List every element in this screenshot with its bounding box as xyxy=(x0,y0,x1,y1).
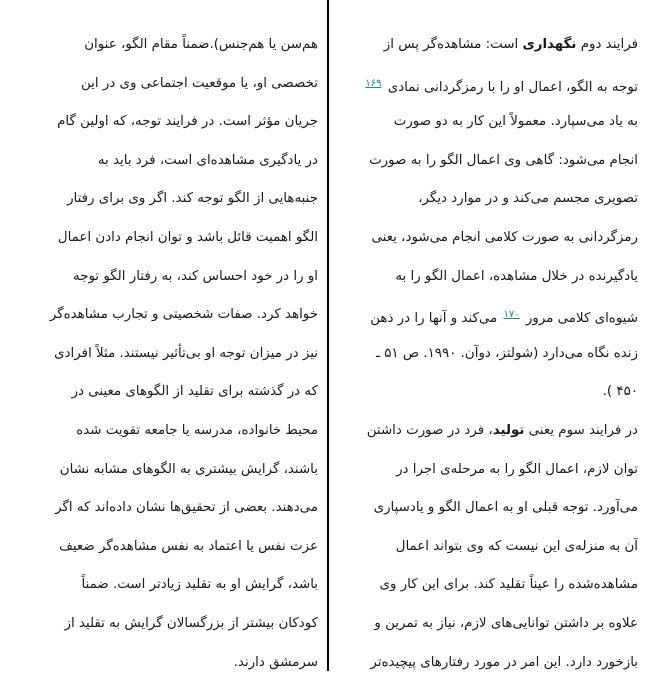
text-line xyxy=(338,644,638,682)
text-run: ، فرد در صورت داشتن xyxy=(367,423,493,438)
text-run: جنبه‌هایی از الگو توجه کند. اگر وی برای رفتار xyxy=(67,191,318,206)
text-line xyxy=(12,65,318,104)
text-line xyxy=(12,180,318,219)
bold-term: تولید xyxy=(493,423,525,438)
text-line xyxy=(338,258,638,297)
text-line xyxy=(12,644,318,682)
text-run: هم‌سن یا هم‌جنس).ضمناً مقام الگو، عنوان xyxy=(84,37,318,52)
text-line xyxy=(338,528,638,567)
text-run: می‌آورد. توجه قبلی او به اعمال الگو و یادسپاری xyxy=(374,500,638,515)
text-line xyxy=(12,258,318,297)
text-run: باشند، گرایش بیشتری به الگوهای مشابه نشان xyxy=(60,462,318,477)
text-line xyxy=(12,26,318,65)
text-line xyxy=(12,296,318,335)
text-run: باشد، گرایش او به تقلید زیادتر است. ضمناً xyxy=(82,577,318,592)
text-run: می‌کند و آنها را در ذهن xyxy=(370,311,501,326)
text-line xyxy=(338,335,638,374)
text-line xyxy=(12,219,318,258)
text-run: تخصصی او، یا موقعیت اجتماعی وی در این xyxy=(81,76,318,91)
text-run: بازخورد دارد. این امر در مورد رفتارهای پیچیده‌تر xyxy=(370,655,638,670)
text-line xyxy=(338,219,638,258)
column-divider xyxy=(327,0,329,671)
text-line xyxy=(12,566,318,605)
text-run: او را در خود احساس کند، به رفتار الگو توجه xyxy=(73,269,318,284)
text-run: است: مشاهده‌گر پس از xyxy=(384,37,523,52)
right-text-column xyxy=(338,26,638,682)
text-line xyxy=(12,373,318,412)
bold-term: نگهداری xyxy=(522,37,576,52)
footnote-link[interactable]: ۱۶۹ xyxy=(363,78,383,89)
text-run: الگو اهمیت قائل باشد و توان انجام دادن اعمال xyxy=(58,230,318,245)
text-line xyxy=(338,142,638,181)
text-line xyxy=(338,26,638,65)
text-run: علاوه بر داشتن توانایی‌های لازم، نیاز به تمرین و xyxy=(374,616,638,631)
text-run: آن به منزله‌ی این نیست که وی بتواند اعمال xyxy=(396,539,638,554)
left-text-column xyxy=(12,26,318,682)
text-line xyxy=(12,142,318,181)
text-line xyxy=(12,451,318,490)
footnote-link[interactable]: ۱۷۰ xyxy=(502,309,522,320)
text-run: نیز در میزان توجه او بی‌تأثیر نیستند. مثلاً افرادی xyxy=(54,346,318,361)
text-line xyxy=(338,65,638,104)
text-run: تصویری مجسم می‌کند و در موارد دیگر، xyxy=(418,191,638,206)
text-line xyxy=(12,103,318,142)
text-line xyxy=(12,412,318,451)
text-line xyxy=(338,180,638,219)
text-run: عزت نفس یا اعتماد به نفس مشاهده‌گر ضعیف xyxy=(59,539,318,554)
text-run: توان لازم، اعمال الگو را به مرحله‌ی اجرا در xyxy=(396,462,638,477)
text-run: سرمشق دارند. xyxy=(234,655,318,670)
text-run: مشاهده‌شده را عیناً تقلید کند. برای این کار وی xyxy=(380,577,639,592)
text-line xyxy=(338,296,638,335)
text-run: شیوه‌ای کلامی مرور xyxy=(522,311,638,326)
text-run: زنده نگاه می‌دارد (شولتز، دوآن. ۱۹۹۰. ص ۵۱ ـ xyxy=(376,346,638,361)
text-line xyxy=(338,605,638,644)
text-run: در فرایند سوم یعنی xyxy=(524,423,638,438)
text-run: رمزگردانی به صورت کلامی انجام می‌شود، یعنی xyxy=(372,230,638,245)
text-line xyxy=(338,451,638,490)
text-run: ۴۵۰ ). xyxy=(603,384,638,399)
text-run: که در گذشته برای تقلید از الگوهای معینی در xyxy=(72,384,318,399)
text-run: در یادگیری مشاهده‌ای است، فرد باید به xyxy=(98,153,318,168)
text-line xyxy=(12,605,318,644)
text-line xyxy=(338,489,638,528)
text-line xyxy=(12,489,318,528)
text-run: خواهد کرد. صفات شخصیتی و تجارب مشاهده‌گر xyxy=(50,307,318,322)
text-line xyxy=(12,335,318,374)
text-run: جریان مؤثر است. در فرایند توجه، که اولین گام xyxy=(57,114,318,129)
text-line xyxy=(338,412,638,451)
text-line xyxy=(338,103,638,142)
text-run: محیط خانواده، مدرسه یا جامعه تقویت شده xyxy=(76,423,318,438)
text-line xyxy=(12,528,318,567)
text-run: به یاد می‌سپارد. معمولاً این کار به دو صورت xyxy=(394,114,638,129)
text-line xyxy=(338,373,638,412)
text-run: توجه به الگو، اعمال او را با رمزگردانی نمادی xyxy=(383,80,638,95)
text-run: می‌دهند. بعضی از تحقیق‌ها نشان داده‌اند که اگر xyxy=(55,500,318,515)
text-run: فرایند دوم xyxy=(576,37,638,52)
text-run: یادگیرنده در خلال مشاهده، اعمال الگو را به xyxy=(395,269,638,284)
text-line xyxy=(338,566,638,605)
text-run: کودکان بیشتر از بزرگسالان گرایش به تقلید از xyxy=(64,616,318,631)
text-run: انجام می‌شود: گاهی وی اعمال الگو را به صورت xyxy=(369,153,638,168)
